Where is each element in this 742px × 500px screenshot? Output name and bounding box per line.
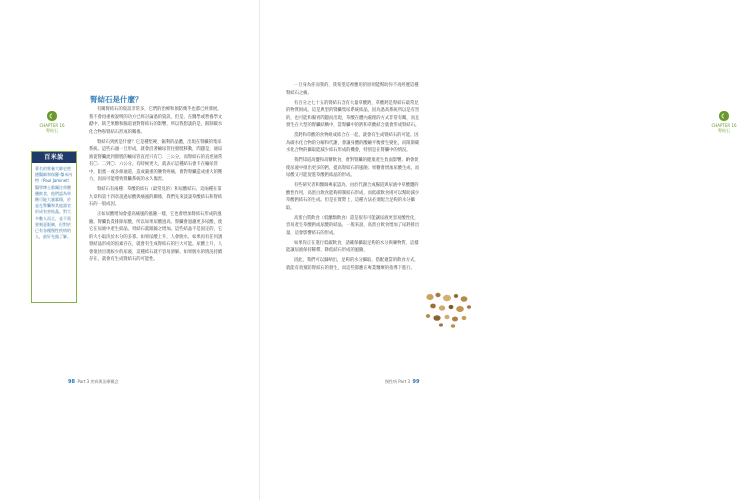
sidebar-body: [32, 163, 76, 243]
chapter-label: CHAPTER 16: [711, 123, 737, 128]
paragraph: 當鈣和草酸的食物組成結合在一起，就會有生成腎結石的可能。因為碳水化合物的分解和代謝，會讓身體的酸鹼平衡發生變化，而限制碳水化合物的攝取能減少結石形成的機會，特別是在腎臟中的情況。: [286, 133, 420, 153]
chapter-label: CHAPTER 16: [39, 123, 65, 128]
page-number: 98: [68, 379, 75, 385]
kidney-icon: [46, 110, 58, 122]
paragraph: 正如尿酸增加會提高痛風的風險一樣，它也會增加腎結石形成的風險。腎臟負責排除尿酸，所以如果尿酸過高，腎臟會過濾更多尿酸，使它在尿液中產生結晶，肾結石就跟隨之增加。這些結晶不是固定的，它的大小取決於水分的多寡。如果尿酸上升，人會脫水，如果再有任何誘發結晶形成的因素存在，就會有生成腎結石的巨大可能。尿酸上升，人會很快出現較少的尿液，這種結石就不容易溶解。如果脫水的情況持續存在，就會有生成腎結石的可能性。: [89, 212, 223, 262]
paragraph: 腎結石有兩種：草酸的結石（最常見的）和尿酸結石，這兩種在第九章和第十四章說過尿酸與痛風的關係，我們先來談談草酸結石和腎結石的一般成因。: [89, 187, 223, 207]
chapter-tab-left: [34, 110, 70, 133]
paragraph: 腎結石到底是什麼？它是種堅硬、鋸利的晶體，出現在腎臟的集尿系統。這些石頭一旦形成，就會沿著輸尿管往膀胱移動，問題是，通尿液從腎臟流到膀胱的輸尿管直徑只有〇．三公分，而腎結石的直徑通常有〇．二到〇．六公分。有時候更大，就表示這種結石會卡在輸尿管中，阻塞一或多條通道，造成嚴重的腰背疼痛，會對腎臟造成重大的壓力，因而可能導致腎臟系統的永久傷害。: [89, 139, 223, 182]
paragraph: 有百分之七十五的腎結石含有大量草酸鈣，草酸鈣是腎結石最常見的物質組成。這是典型的腎臟集尿系統結晶，因為過高系統所以是有害的，也可能和腸胃問題而出現，草酸在體內處理的方式非常有關，而且發生在大型的腎臟結構中，當腎臟中的鈣和草酸結合就會形成腎結石。: [286, 100, 420, 128]
paragraph: 因此，我們可以歸納出，足夠的水分攝取，搭配適當的飲食方式，就能有效預防腎結石的發生，而這些都應在專業醫療的指導下進行。: [286, 258, 419, 271]
paragraph: 有關腎結石的資訊非常多，它們的治療和預防幾乎也都已經發展。我不會再重複說明的功方已經討論過的資訊，但是，在醫學或營養學文獻中，缺乏果糖和腸道衰對腎結石的影響，所以我想談的是，限制碳水化合物和腎結石形成的關係。: [89, 107, 223, 135]
sidebar-text: 著名的營養大師史密德醫師和保羅·傑米內特（Paul Jaminet）醫學博士都關注草酸鹽飲食，他們認為草酸可能大量累積，於是在腎臟和其他器官形成有害結晶。對大多數人而言，並不需要刻意限制，但對於已有各種慢性疾病的人，最好先做了解。: [35, 166, 73, 240]
chapter-title: 腎結石: [46, 128, 58, 133]
sidebar-box: [31, 151, 77, 303]
chapter-tab-right: [706, 110, 742, 133]
left-body-column: [89, 106, 224, 266]
sidebar-heading: 百米說: [32, 152, 76, 163]
paragraph: 一旦身為你而我的，我希望這裡應用的原則能幫助你不再經歷這種腎結石之痛。: [286, 83, 419, 96]
left-page: [0, 0, 260, 500]
kidney-stones-photo: [420, 289, 476, 329]
chapter-title: 腎結石: [718, 128, 730, 133]
paragraph: 有些研究者和醫師專家認為，由於代謝合成腸道與尿液中草酸鹽的酸性作用，高蛋白飲食能夠抑制結石形成，而低碳飲食則可以幫助減少草酸鈣結石的生成。但是在實際上，這種方法必須配合足夠的水分攝取。: [286, 183, 420, 211]
left-footer: [68, 379, 119, 385]
paragraph: 我們知道高鹽和高糖飲食，會對腎臟的健康產生負面影響。鈉會促使尿液中排出更多的鈣，提高腎結石的風險；果糖會增加尿酸生成，而尿酸又可能促進草酸鈣結晶的形成。: [286, 158, 420, 178]
running-head: 慢性病 Part 3: [385, 379, 410, 384]
paragraph: 如果你正在進行低碳飲食，請確保攝取足夠的水分與礦物質，這樣能讓尿液保持稀釋，降低結石形成的風險。: [286, 240, 419, 253]
running-head: Part 3 疾病與治療概念: [77, 379, 119, 384]
paragraph: 高蛋白質飲食（低醣類飲食）還是很有可能讓尿液更容易酸性化，容易產生草酸鈣或尿酸的結晶，一般來說，高蛋白飲食增加了尿鈣排出量，這會影響結石的形成。: [286, 215, 420, 236]
page-number: 99: [412, 379, 420, 385]
kidney-icon: [718, 110, 730, 122]
right-footer: [385, 379, 420, 385]
right-body-column: [286, 82, 421, 275]
section-title: 腎結石是什麼？: [90, 95, 143, 104]
